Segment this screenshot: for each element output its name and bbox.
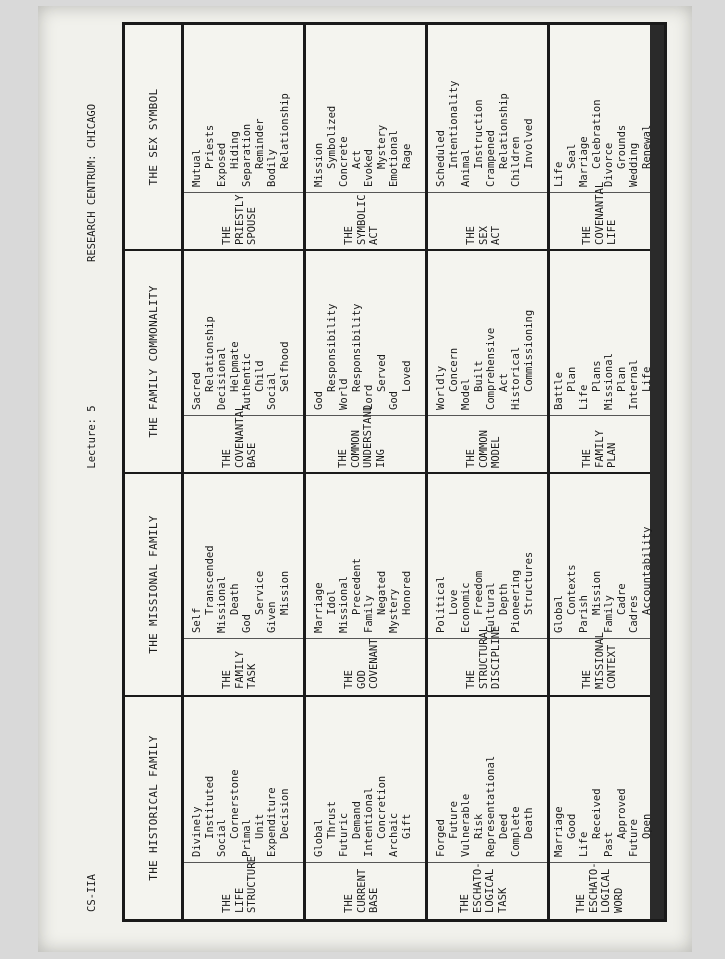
list-item: Accountability bbox=[640, 526, 653, 615]
section-divider bbox=[125, 249, 664, 251]
row-rule bbox=[303, 25, 306, 919]
list-item: Concretion bbox=[375, 775, 388, 839]
list-item: Relationship bbox=[203, 316, 216, 392]
list-item: Rage bbox=[400, 143, 413, 169]
row-label: THE LIFE STRUCTURE bbox=[221, 856, 258, 913]
list-item: Deed bbox=[497, 813, 510, 839]
list-item: Forged bbox=[435, 819, 447, 857]
list-item: Decision bbox=[278, 788, 291, 839]
row-label: THE GOD COVENANT bbox=[343, 638, 380, 689]
section-header-sex-symbol: THE SEX SYMBOL bbox=[146, 88, 160, 186]
list-item: Social bbox=[266, 372, 278, 410]
list-item: Internal bbox=[628, 359, 640, 410]
list-item: Plans bbox=[590, 360, 603, 392]
row-label: THE CURRENT BASE bbox=[343, 868, 380, 913]
list-item: Responsibility bbox=[325, 303, 338, 392]
section-divider bbox=[125, 472, 664, 474]
list-item: Act bbox=[497, 373, 510, 392]
list-item: Cadre bbox=[615, 583, 628, 615]
item-list bbox=[191, 93, 291, 187]
list-item: Instituted bbox=[203, 775, 216, 839]
list-item: Comprehensive bbox=[485, 327, 497, 410]
list-item: Mission bbox=[590, 570, 603, 615]
list-item: Received bbox=[590, 788, 603, 839]
list-item: Scheduled bbox=[435, 130, 447, 187]
list-item: Authentic bbox=[241, 353, 253, 410]
list-item: Built bbox=[472, 360, 485, 392]
row-rule bbox=[425, 25, 428, 919]
item-list bbox=[553, 788, 653, 857]
list-item: Life bbox=[553, 161, 565, 187]
list-item: Sacred bbox=[191, 372, 203, 410]
list-item: Mutual bbox=[191, 149, 203, 187]
list-item: Death bbox=[522, 807, 535, 839]
header-rule bbox=[181, 25, 184, 919]
list-item: Celebration bbox=[590, 99, 603, 169]
list-item: Exposed bbox=[216, 142, 228, 187]
list-item: Instruction bbox=[472, 99, 485, 169]
list-item: Death bbox=[228, 583, 241, 615]
list-item: Structures bbox=[522, 551, 535, 615]
item-list bbox=[435, 80, 535, 187]
list-item: Selfhood bbox=[278, 341, 291, 392]
list-item: Animal bbox=[460, 149, 472, 187]
list-item: Primal bbox=[241, 819, 253, 857]
list-item: Honored bbox=[400, 570, 413, 615]
list-item: Mystery bbox=[375, 124, 388, 169]
list-item: Global bbox=[553, 595, 565, 633]
list-item: Open bbox=[640, 813, 653, 839]
list-item: Mystery bbox=[388, 588, 400, 633]
item-list bbox=[313, 106, 413, 187]
list-item: Helpmate bbox=[228, 341, 241, 392]
row-label: THE ESCHATO- LOGICAL WORD bbox=[575, 862, 625, 913]
list-item: Act bbox=[350, 150, 363, 169]
list-item: Unit bbox=[253, 813, 266, 839]
list-item: Life bbox=[578, 384, 590, 410]
list-item: Depth bbox=[497, 583, 510, 615]
list-item: Commissioning bbox=[522, 309, 535, 392]
lecture-chart-table bbox=[122, 22, 667, 922]
item-list bbox=[191, 769, 291, 857]
list-item: Good bbox=[565, 813, 578, 839]
list-item: Family bbox=[363, 595, 375, 633]
list-item: God bbox=[241, 614, 253, 633]
list-item: Expenditure bbox=[266, 787, 278, 857]
list-item: Plan bbox=[565, 366, 578, 392]
list-item: Responsibility bbox=[350, 303, 363, 392]
row-label: THE COMMON UNDERSTAND ING bbox=[337, 404, 387, 468]
list-item: Decisional bbox=[216, 346, 228, 410]
research-centrum: RESEARCH CENTRUM: CHICAGO bbox=[86, 103, 98, 262]
list-item: Model bbox=[460, 378, 472, 410]
row-label: THE PRIESTLY SPOUSE bbox=[221, 194, 258, 245]
list-item: Missional bbox=[603, 353, 615, 410]
list-item: Children bbox=[510, 136, 522, 187]
row-label: THE MISSIONAL CONTEXT bbox=[581, 632, 618, 689]
list-item: Crampened bbox=[485, 130, 497, 187]
list-item: Social bbox=[216, 819, 228, 857]
list-item: Archaic bbox=[388, 812, 400, 857]
list-item: Mission bbox=[313, 142, 325, 187]
list-item: Child bbox=[253, 360, 266, 392]
section-divider bbox=[125, 695, 664, 697]
list-item: Plan bbox=[615, 366, 628, 392]
item-list bbox=[191, 316, 291, 410]
row-label: THE SEX ACT bbox=[465, 226, 502, 245]
row-label: THE ESCHATO- LOGICAL TASK bbox=[459, 862, 509, 913]
list-item: Reminder bbox=[253, 118, 266, 169]
list-item: Historical bbox=[510, 346, 522, 410]
list-item: Approved bbox=[615, 788, 628, 839]
rotated-page-content bbox=[38, 6, 692, 952]
item-list bbox=[553, 99, 653, 187]
row-label: THE COVENANTAL BASE bbox=[221, 404, 258, 468]
list-item: Served bbox=[375, 354, 388, 392]
section-header-historical: THE HISTORICAL FAMILY bbox=[146, 735, 160, 881]
list-item: Self bbox=[191, 607, 203, 633]
list-item: Life bbox=[640, 366, 653, 392]
list-item: Relationship bbox=[497, 93, 510, 169]
row-label: THE COVENANTAL LIFE bbox=[581, 181, 618, 245]
list-item: Renewal bbox=[640, 124, 653, 169]
list-item: Global bbox=[313, 819, 325, 857]
list-item: God bbox=[388, 391, 400, 410]
list-item: Divinely bbox=[191, 806, 203, 857]
list-item: God bbox=[313, 391, 325, 410]
list-item: Future bbox=[447, 801, 460, 839]
list-item: Pioneering bbox=[510, 569, 522, 633]
lecture-number: Lecture: 5 bbox=[86, 405, 98, 469]
list-item: Political bbox=[435, 576, 447, 633]
item-list bbox=[313, 776, 413, 857]
list-item: Love bbox=[447, 589, 460, 615]
list-item: Concrete bbox=[338, 136, 350, 187]
list-item: Concern bbox=[447, 347, 460, 392]
list-item: Hiding bbox=[228, 131, 241, 169]
list-item: Parish bbox=[578, 595, 590, 633]
row-label: THE STRUCTURAL DISCIPLINE bbox=[465, 625, 502, 689]
list-item: Loved bbox=[400, 360, 413, 392]
document-page bbox=[38, 6, 692, 952]
list-item: Thrust bbox=[325, 801, 338, 839]
list-item: Representational bbox=[485, 755, 497, 857]
list-item: Demand bbox=[350, 801, 363, 839]
item-list bbox=[553, 526, 653, 633]
list-item: Lord bbox=[363, 384, 375, 410]
list-item: Involved bbox=[522, 118, 535, 169]
list-item: Cornerstone bbox=[228, 769, 241, 839]
list-item: Cultural bbox=[485, 582, 497, 633]
item-list bbox=[435, 310, 535, 410]
list-item: Freedom bbox=[472, 570, 485, 615]
list-item: Given bbox=[266, 601, 278, 633]
row-label: THE FAMILY TASK bbox=[221, 651, 258, 689]
list-item: Gift bbox=[400, 813, 413, 839]
item-list bbox=[313, 558, 413, 633]
list-item: World bbox=[338, 378, 350, 410]
list-item: Future bbox=[628, 819, 640, 857]
list-item: Mission bbox=[278, 570, 291, 615]
list-item: Separation bbox=[241, 123, 253, 187]
list-item: Divorce bbox=[603, 142, 615, 187]
list-item: Contexts bbox=[565, 564, 578, 615]
list-item: Marriage bbox=[578, 136, 590, 187]
list-item: Bodily bbox=[266, 149, 278, 187]
course-code: CS-IIA bbox=[86, 874, 98, 912]
row-label: THE FAMILY PLAN bbox=[581, 430, 618, 468]
list-item: Past bbox=[603, 831, 615, 857]
list-item: Futuric bbox=[338, 812, 350, 857]
list-item: Transcended bbox=[203, 545, 216, 615]
list-item: Risk bbox=[472, 813, 485, 839]
list-item: Service bbox=[253, 570, 266, 615]
row-label: THE COMMON MODEL bbox=[465, 430, 502, 468]
row-label: THE SYMBOLIC ACT bbox=[343, 194, 380, 245]
list-item: Intentional bbox=[363, 787, 375, 857]
list-item: Missional bbox=[216, 576, 228, 633]
section-header-commonality: THE FAMILY COMMONALITY bbox=[146, 285, 160, 438]
list-item: Grounds bbox=[615, 124, 628, 169]
list-item: Idol bbox=[325, 589, 338, 615]
list-item: Complete bbox=[510, 806, 522, 857]
row-rule bbox=[547, 25, 550, 919]
item-list bbox=[435, 756, 535, 857]
list-item: Marriage bbox=[313, 582, 325, 633]
item-list bbox=[313, 303, 413, 410]
list-item: Intentionality bbox=[447, 80, 460, 169]
list-item: Precedent bbox=[350, 558, 363, 615]
list-item: Priests bbox=[203, 124, 216, 169]
list-item: Evoked bbox=[363, 149, 375, 187]
list-item: Emotional bbox=[388, 130, 400, 187]
list-item: Relationship bbox=[278, 93, 291, 169]
list-item: Vulnerable bbox=[460, 793, 472, 857]
list-item: Battle bbox=[553, 372, 565, 410]
list-item: Economic bbox=[460, 582, 472, 633]
list-item: Symbolized bbox=[325, 105, 338, 169]
section-header-missional: THE MISSIONAL FAMILY bbox=[146, 515, 160, 654]
list-item: Family bbox=[603, 595, 615, 633]
list-item: Life bbox=[578, 831, 590, 857]
list-item: Worldly bbox=[435, 365, 447, 410]
item-list bbox=[191, 545, 291, 633]
list-item: Wedding bbox=[628, 142, 640, 187]
item-list bbox=[435, 552, 535, 633]
list-item: Missional bbox=[338, 576, 350, 633]
list-item: Cadres bbox=[628, 595, 640, 633]
list-item: Marriage bbox=[553, 806, 565, 857]
item-list bbox=[553, 353, 653, 410]
list-item: Seal bbox=[565, 143, 578, 169]
list-item: Negated bbox=[375, 570, 388, 615]
